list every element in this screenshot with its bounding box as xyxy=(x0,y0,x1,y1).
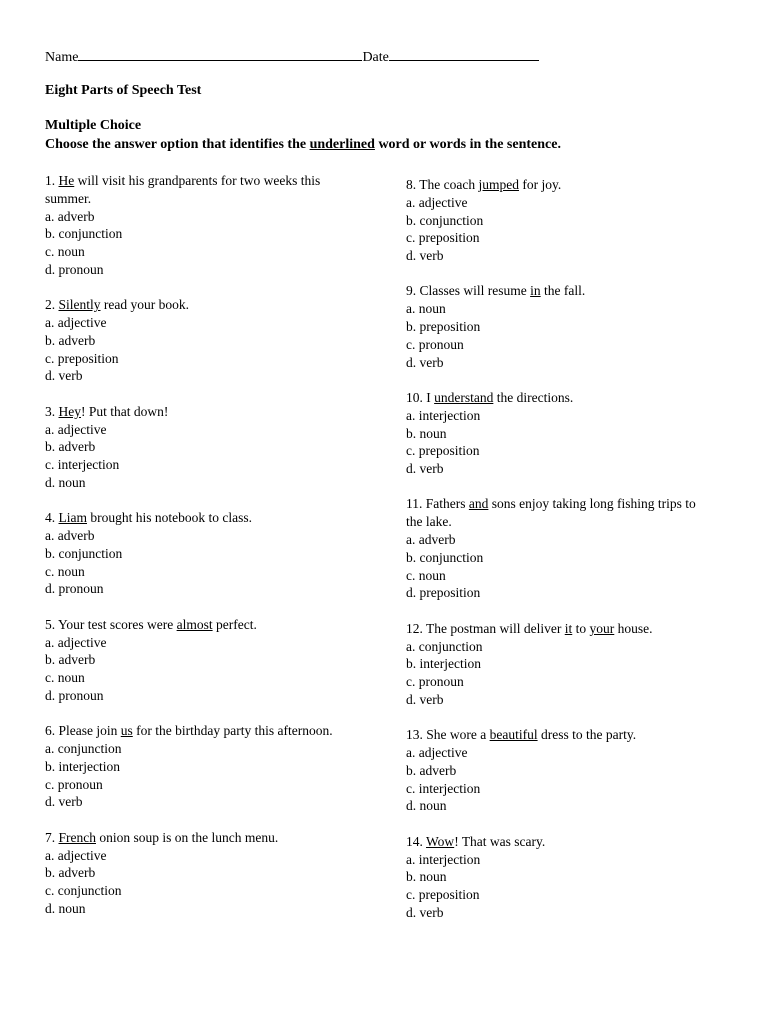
underlined-word: and xyxy=(468,496,489,512)
underlined-word: beautiful xyxy=(489,727,538,743)
answer-option[interactable]: a. adjective xyxy=(45,421,107,437)
name-date-line xyxy=(45,46,605,67)
underlined-word: Hey xyxy=(58,403,81,419)
answer-option[interactable]: c. preposition xyxy=(406,443,480,459)
answer-option[interactable]: b. adverb xyxy=(45,652,96,668)
stem-text: 2. xyxy=(45,297,59,313)
instructions-underlined: underlined xyxy=(309,137,375,152)
question-14 xyxy=(406,833,706,922)
underlined-word: almost xyxy=(176,616,213,632)
question-7 xyxy=(45,829,365,918)
left-column xyxy=(45,172,365,918)
answer-option[interactable]: b. conjunction xyxy=(406,212,484,228)
question-stem xyxy=(45,172,365,208)
answer-option[interactable]: a. adjective xyxy=(45,634,107,650)
test-title: Eight Parts of Speech Test xyxy=(45,83,202,98)
answer-option[interactable]: c. noun xyxy=(45,670,85,686)
answer-option[interactable]: b. adverb xyxy=(45,332,96,348)
answer-option[interactable]: a. interjection xyxy=(406,407,481,423)
answer-option[interactable]: c. noun xyxy=(45,244,85,260)
stem-text: brought his notebook to class. xyxy=(87,510,252,526)
answer-option[interactable]: d. verb xyxy=(45,368,83,384)
answer-option[interactable]: b. adverb xyxy=(406,762,457,778)
answer-option[interactable]: d. noun xyxy=(45,474,86,490)
question-stem xyxy=(406,389,706,407)
question-stem xyxy=(406,495,706,531)
answer-option[interactable]: d. verb xyxy=(406,248,444,264)
question-11 xyxy=(406,495,706,602)
question-stem xyxy=(406,176,706,194)
answer-option[interactable]: c. pronoun xyxy=(45,776,103,792)
stem-text: perfect. xyxy=(212,616,257,632)
answer-option[interactable]: d. verb xyxy=(406,354,444,370)
stem-text: dress to the party. xyxy=(537,727,637,743)
underlined-word: Wow xyxy=(426,833,455,849)
answer-option[interactable]: b. conjunction xyxy=(406,549,484,565)
date-blank[interactable] xyxy=(389,46,539,61)
answer-option[interactable]: d. noun xyxy=(45,900,86,916)
stem-text: 3. xyxy=(45,403,59,419)
answer-option[interactable]: b. noun xyxy=(406,425,447,441)
stem-text: the fall. xyxy=(540,283,586,299)
stem-text: for the birthday party this afternoon. xyxy=(132,723,333,739)
answer-option[interactable]: b. noun xyxy=(406,869,447,885)
answer-option[interactable]: d. verb xyxy=(406,904,444,920)
stem-text: to xyxy=(572,620,590,636)
answer-option[interactable]: a. adverb xyxy=(406,532,456,548)
answer-option[interactable]: d. verb xyxy=(406,461,444,477)
right-column xyxy=(406,176,706,922)
stem-text: for joy. xyxy=(518,177,562,192)
answer-option[interactable]: c. preposition xyxy=(45,350,119,366)
question-6 xyxy=(45,722,365,811)
answer-option[interactable]: b. interjection xyxy=(45,758,120,774)
question-stem xyxy=(45,722,365,740)
underlined-word: jumped xyxy=(478,177,519,192)
name-blank[interactable] xyxy=(78,46,362,61)
underlined-word: it xyxy=(564,620,573,636)
question-3 xyxy=(45,403,365,492)
answer-option[interactable]: c. noun xyxy=(406,567,446,583)
answer-option[interactable]: b. conjunction xyxy=(45,226,123,242)
stem-text: onion soup is on the lunch menu. xyxy=(96,829,279,845)
answer-option[interactable]: a. adverb xyxy=(45,528,95,544)
stem-text: will visit his grandparents for two weeks this summer. xyxy=(45,173,321,206)
stem-text: sons enjoy taking long fishing trips to the lake. xyxy=(406,496,696,530)
stem-text: 10. I xyxy=(406,389,435,405)
stem-text: 9. Classes will resume xyxy=(406,283,531,299)
question-13 xyxy=(406,726,706,815)
stem-text: ! That was scary. xyxy=(454,833,546,849)
stem-text: the directions. xyxy=(493,389,574,405)
question-4 xyxy=(45,509,365,598)
answer-option[interactable]: b. interjection xyxy=(406,656,481,672)
question-stem xyxy=(45,616,365,634)
question-stem xyxy=(45,509,365,527)
answer-option[interactable]: b. adverb xyxy=(45,865,96,881)
question-5 xyxy=(45,616,365,705)
instructions xyxy=(45,136,725,154)
answer-option[interactable]: c. noun xyxy=(45,563,85,579)
answer-option[interactable]: d. pronoun xyxy=(45,687,104,703)
question-stem xyxy=(45,296,365,314)
answer-option[interactable]: a. noun xyxy=(406,301,446,317)
stem-text: ! Put that down! xyxy=(81,403,169,419)
question-1 xyxy=(45,172,365,279)
question-10 xyxy=(406,389,706,478)
answer-option[interactable]: a. interjection xyxy=(406,851,481,867)
name-label: Name xyxy=(45,50,79,65)
question-stem xyxy=(45,829,365,847)
question-stem xyxy=(406,282,706,300)
answer-option[interactable]: d. pronoun xyxy=(45,581,104,597)
answer-option[interactable]: a. adverb xyxy=(45,208,95,224)
section-heading: Multiple Choice xyxy=(45,118,142,133)
instructions-after: word or words in the sentence. xyxy=(374,137,561,152)
underlined-word: Silently xyxy=(58,297,101,313)
question-stem xyxy=(406,833,706,851)
stem-text: 14. xyxy=(406,833,427,849)
answer-option[interactable]: b. preposition xyxy=(406,319,481,335)
stem-text: 1. xyxy=(45,173,59,188)
question-9 xyxy=(406,282,706,371)
stem-text: 7. xyxy=(45,829,59,845)
answer-option[interactable]: a. adjective xyxy=(406,194,468,210)
answer-option[interactable]: a. adjective xyxy=(45,315,107,331)
question-12 xyxy=(406,620,706,709)
answer-option[interactable]: c. conjunction xyxy=(45,883,122,899)
question-stem xyxy=(45,403,365,421)
stem-text: 12. The postman will deliver xyxy=(406,620,565,636)
answer-option[interactable]: b. adverb xyxy=(45,439,96,455)
answer-option[interactable]: b. conjunction xyxy=(45,545,123,561)
underlined-word: He xyxy=(58,173,75,188)
underlined-word: us xyxy=(120,723,133,739)
underlined-word: French xyxy=(58,829,96,845)
answer-option[interactable]: c. pronoun xyxy=(406,674,464,690)
answer-option[interactable]: d. noun xyxy=(406,798,447,814)
stem-text: 8. The coach xyxy=(406,177,479,192)
underlined-word: your xyxy=(589,620,615,636)
stem-text: 4. xyxy=(45,510,59,526)
date-label: Date xyxy=(362,50,389,65)
stem-text: 13. She wore a xyxy=(406,727,490,743)
answer-option[interactable]: a. conjunction xyxy=(406,638,483,654)
question-2 xyxy=(45,296,365,385)
answer-option[interactable]: d. verb xyxy=(406,691,444,707)
stem-text: house. xyxy=(614,620,653,636)
stem-text: 11. Fathers xyxy=(406,496,469,512)
stem-text: 6. Please join xyxy=(45,723,121,739)
instructions-before: Choose the answer option that identifies the xyxy=(45,137,310,152)
underlined-word: understand xyxy=(434,389,494,405)
answer-option[interactable]: d. preposition xyxy=(406,585,481,601)
answer-option[interactable]: a. conjunction xyxy=(45,741,122,757)
question-8 xyxy=(406,176,706,265)
underlined-word: in xyxy=(530,283,541,299)
answer-option[interactable]: c. interjection xyxy=(406,780,481,796)
answer-option[interactable]: c. preposition xyxy=(406,887,480,903)
answer-option[interactable]: c. interjection xyxy=(45,457,120,473)
answer-option[interactable]: a. adjective xyxy=(406,745,468,761)
answer-option[interactable]: d. verb xyxy=(45,794,83,810)
question-stem xyxy=(406,620,706,638)
stem-text: 5. Your test scores were xyxy=(45,616,177,632)
answer-option[interactable]: a. adjective xyxy=(45,847,107,863)
answer-option[interactable]: c. pronoun xyxy=(406,336,464,352)
stem-text: read your book. xyxy=(100,297,189,313)
underlined-word: Liam xyxy=(58,510,87,526)
answer-option[interactable]: c. preposition xyxy=(406,230,480,246)
question-stem xyxy=(406,726,706,744)
answer-option[interactable]: d. pronoun xyxy=(45,261,104,277)
